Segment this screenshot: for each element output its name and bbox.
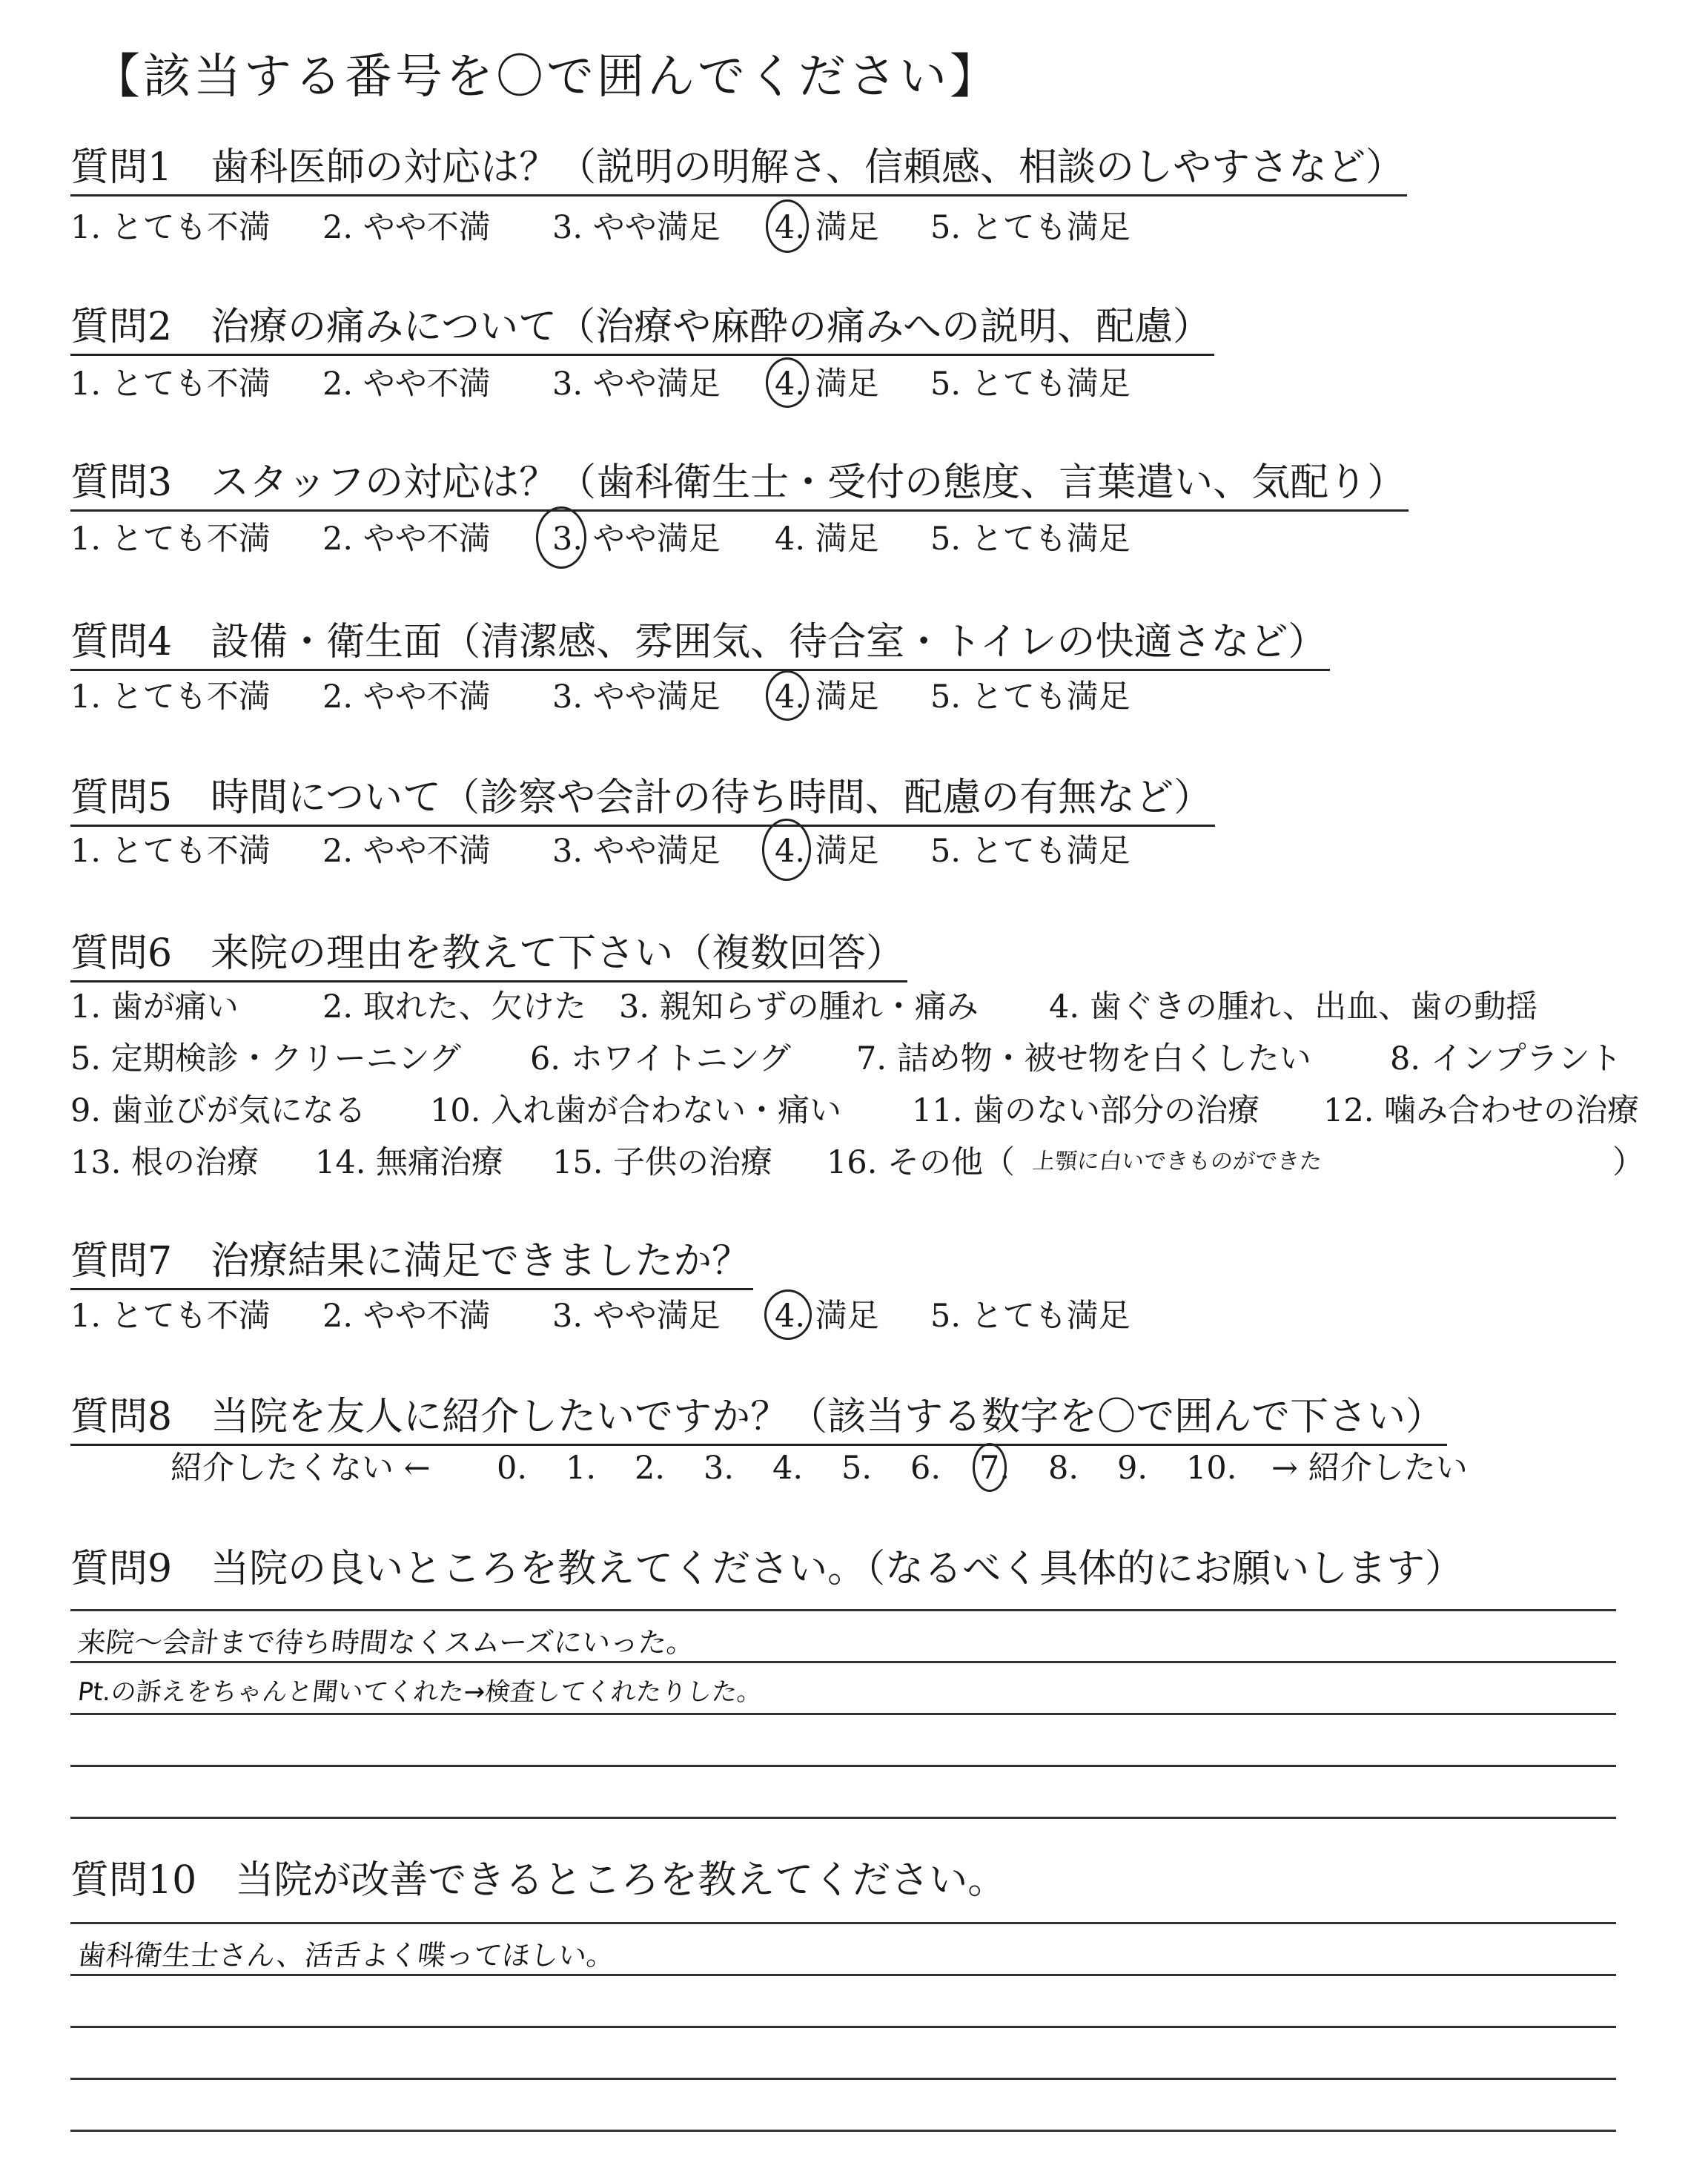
q4-option-5[interactable]: 5. とても満足 <box>930 678 1131 716</box>
question-4-label: 質問4 <box>70 620 173 664</box>
q10-answer-line-4 <box>70 2078 1616 2080</box>
question-9-text: 当院の良いところを教えてください。（なるべく具体的にお願いします） <box>211 1547 1464 1591</box>
q3-option-5[interactable]: 5. とても満足 <box>930 521 1131 558</box>
scale-value-6[interactable]: 6. <box>910 1450 941 1487</box>
question-8-text: 当院を友人に紹介したいですか？（該当する数字を〇で囲んで下さい） <box>211 1395 1445 1439</box>
q6-option-1[interactable]: 1. 歯が痛い <box>70 988 239 1025</box>
q9-handwritten-answer-2: Pt.の訴えをちゃんと聞いてくれた→検査してくれたりした。 <box>76 1677 764 1707</box>
question-9-header <box>70 1542 1466 1596</box>
question-6-text: 来院の理由を教えて下さい（複数回答） <box>211 931 905 976</box>
q10-handwritten-answer-1: 歯科衛生士さん、活舌よく喋ってほしい。 <box>76 1939 617 1972</box>
q4-option-1[interactable]: 1. とても不満 <box>70 678 271 716</box>
question-4-text: 設備・衛生面（清潔感、雰囲気、待合室・トイレの快適さなど） <box>211 620 1327 664</box>
q5-option-3[interactable]: 3. やや満足 <box>552 833 721 870</box>
scale-value-7[interactable]: 7. <box>979 1450 1010 1487</box>
q7-option-3[interactable]: 3. やや満足 <box>552 1298 721 1335</box>
q3-option-3[interactable]: 3. やや満足 <box>552 521 721 558</box>
question-2-label: 質問2 <box>70 305 173 349</box>
q9-answer-line-3 <box>70 1713 1616 1715</box>
q5-option-2[interactable]: 2. やや不満 <box>322 833 491 870</box>
question-8-header <box>70 1390 1447 1446</box>
q6-option-9[interactable]: 9. 歯並びが気になる <box>70 1092 366 1129</box>
q6-option-13[interactable]: 13. 根の治療 <box>70 1144 259 1181</box>
question-2-header <box>70 300 1214 356</box>
question-3-header <box>70 456 1409 512</box>
q5-option-5[interactable]: 5. とても満足 <box>930 833 1131 870</box>
q10-answer-line-1 <box>70 1922 1616 1924</box>
question-7-label: 質問7 <box>70 1239 173 1284</box>
q6-other-close-paren: ） <box>1612 1144 1644 1181</box>
question-5-header <box>70 771 1215 827</box>
q3-option-2[interactable]: 2. やや不満 <box>322 521 491 558</box>
question-1-header <box>70 141 1407 196</box>
q6-option-10[interactable]: 10. 入れ歯が合わない・痛い <box>430 1092 842 1129</box>
question-10-label: 質問10 <box>70 1858 197 1903</box>
q2-option-3[interactable]: 3. やや満足 <box>552 366 721 403</box>
q6-option-15[interactable]: 15. 子供の治療 <box>552 1144 773 1181</box>
q7-option-1[interactable]: 1. とても不満 <box>70 1298 271 1335</box>
question-10-text: 当院が改善できるところを教えてください。 <box>235 1858 1007 1903</box>
scale-value-10[interactable]: 10. <box>1186 1450 1237 1487</box>
q1-option-5[interactable]: 5. とても満足 <box>930 209 1131 246</box>
question-5-label: 質問5 <box>70 776 173 820</box>
q3-option-4[interactable]: 4. 満足 <box>775 521 879 558</box>
q6-option-6[interactable]: 6. ホワイトニング <box>530 1040 791 1077</box>
scale-value-8[interactable]: 8. <box>1048 1450 1079 1487</box>
scale-value-2[interactable]: 2. <box>635 1450 666 1487</box>
q2-option-4[interactable]: 4. 満足 <box>775 366 879 403</box>
question-10-header <box>70 1854 1009 1907</box>
scale-value-3[interactable]: 3. <box>704 1450 735 1487</box>
question-4-header <box>70 615 1330 671</box>
q10-answer-line-2 <box>70 1974 1616 1976</box>
question-7-header <box>70 1235 753 1290</box>
recommendation-scale <box>171 1446 1505 1490</box>
q2-option-5[interactable]: 5. とても満足 <box>930 366 1131 403</box>
question-1-text: 歯科医師の対応は？（説明の明解さ、信頼感、相談のしやすさなど） <box>211 145 1405 190</box>
scale-value-0[interactable]: 0. <box>497 1450 528 1487</box>
q6-option-14[interactable]: 14. 無痛治療 <box>315 1144 504 1181</box>
q1-option-4[interactable]: 4. 満足 <box>775 209 879 246</box>
q9-answer-line-2 <box>70 1661 1616 1663</box>
q5-option-1[interactable]: 1. とても不満 <box>70 833 271 870</box>
question-6-header <box>70 927 907 982</box>
q6-option-7[interactable]: 7. 詰め物・被せ物を白くしたい <box>856 1040 1311 1077</box>
q6-option-16[interactable]: 16. その他（ <box>827 1144 1016 1181</box>
q6-option-5[interactable]: 5. 定期検診・クリーニング <box>70 1040 461 1077</box>
q6-option-8[interactable]: 8. インプラント <box>1390 1040 1622 1077</box>
scale-left-label: 紹介したくない ← <box>171 1450 431 1487</box>
question-3-label: 質問3 <box>70 460 173 505</box>
q6-other-handwritten-answer: 上顎に白いできものができた <box>1031 1149 1323 1175</box>
q3-option-1[interactable]: 1. とても不満 <box>70 521 271 558</box>
scale-value-9[interactable]: 9. <box>1117 1450 1148 1487</box>
q2-option-2[interactable]: 2. やや不満 <box>322 366 491 403</box>
q7-option-2[interactable]: 2. やや不満 <box>322 1298 491 1335</box>
question-6-label: 質問6 <box>70 931 173 976</box>
q9-answer-line-4 <box>70 1765 1616 1767</box>
q7-option-5[interactable]: 5. とても満足 <box>930 1298 1131 1335</box>
q5-option-4[interactable]: 4. 満足 <box>775 833 879 870</box>
question-5-text: 時間について（診察や会計の待ち時間、配慮の有無など） <box>211 776 1213 820</box>
q4-option-3[interactable]: 3. やや満足 <box>552 678 721 716</box>
q10-answer-line-3 <box>70 2026 1616 2028</box>
page-title: 【該当する番号を〇で囲んでください】 <box>93 50 1000 105</box>
q4-option-2[interactable]: 2. やや不満 <box>322 678 491 716</box>
q6-option-12[interactable]: 12. 噛み合わせの治療 <box>1323 1092 1640 1129</box>
question-1-label: 質問1 <box>70 145 173 190</box>
q9-answer-line-1 <box>70 1609 1616 1611</box>
q6-option-4[interactable]: 4. 歯ぐきの腫れ、出血、歯の動揺 <box>1049 988 1538 1025</box>
question-2-text: 治療の痛みについて（治療や麻酔の痛みへの説明、配慮） <box>211 305 1212 349</box>
question-8-label: 質問8 <box>70 1395 173 1439</box>
q1-option-3[interactable]: 3. やや満足 <box>552 209 721 246</box>
scale-value-5[interactable]: 5. <box>841 1450 873 1487</box>
question-7-text: 治療結果に満足できましたか？ <box>211 1239 751 1284</box>
q10-answer-line-5 <box>70 2130 1616 2132</box>
q4-option-4[interactable]: 4. 満足 <box>775 678 879 716</box>
scale-value-1[interactable]: 1. <box>566 1450 597 1487</box>
q7-option-4[interactable]: 4. 満足 <box>775 1298 879 1335</box>
scale-value-4[interactable]: 4. <box>772 1450 804 1487</box>
question-3-text: スタッフの対応は？（歯科衛生士・受付の態度、言葉遣い、気配り） <box>211 460 1406 505</box>
q6-option-2[interactable]: 2. 取れた、欠けた <box>322 988 586 1025</box>
q6-option-11[interactable]: 11. 歯のない部分の治療 <box>912 1092 1260 1129</box>
q1-option-2[interactable]: 2. やや不満 <box>322 209 491 246</box>
q9-handwritten-answer-1: 来院～会計まで待ち時間なくスムーズにいった。 <box>76 1626 697 1659</box>
q6-option-3[interactable]: 3. 親知らずの腫れ・痛み <box>619 988 979 1025</box>
question-9-label: 質問9 <box>70 1547 173 1591</box>
scale-right-label: → 紹介したい <box>1271 1450 1468 1487</box>
q9-answer-line-5 <box>70 1817 1616 1819</box>
q2-option-1[interactable]: 1. とても不満 <box>70 366 271 403</box>
q1-option-1[interactable]: 1. とても不満 <box>70 209 271 246</box>
